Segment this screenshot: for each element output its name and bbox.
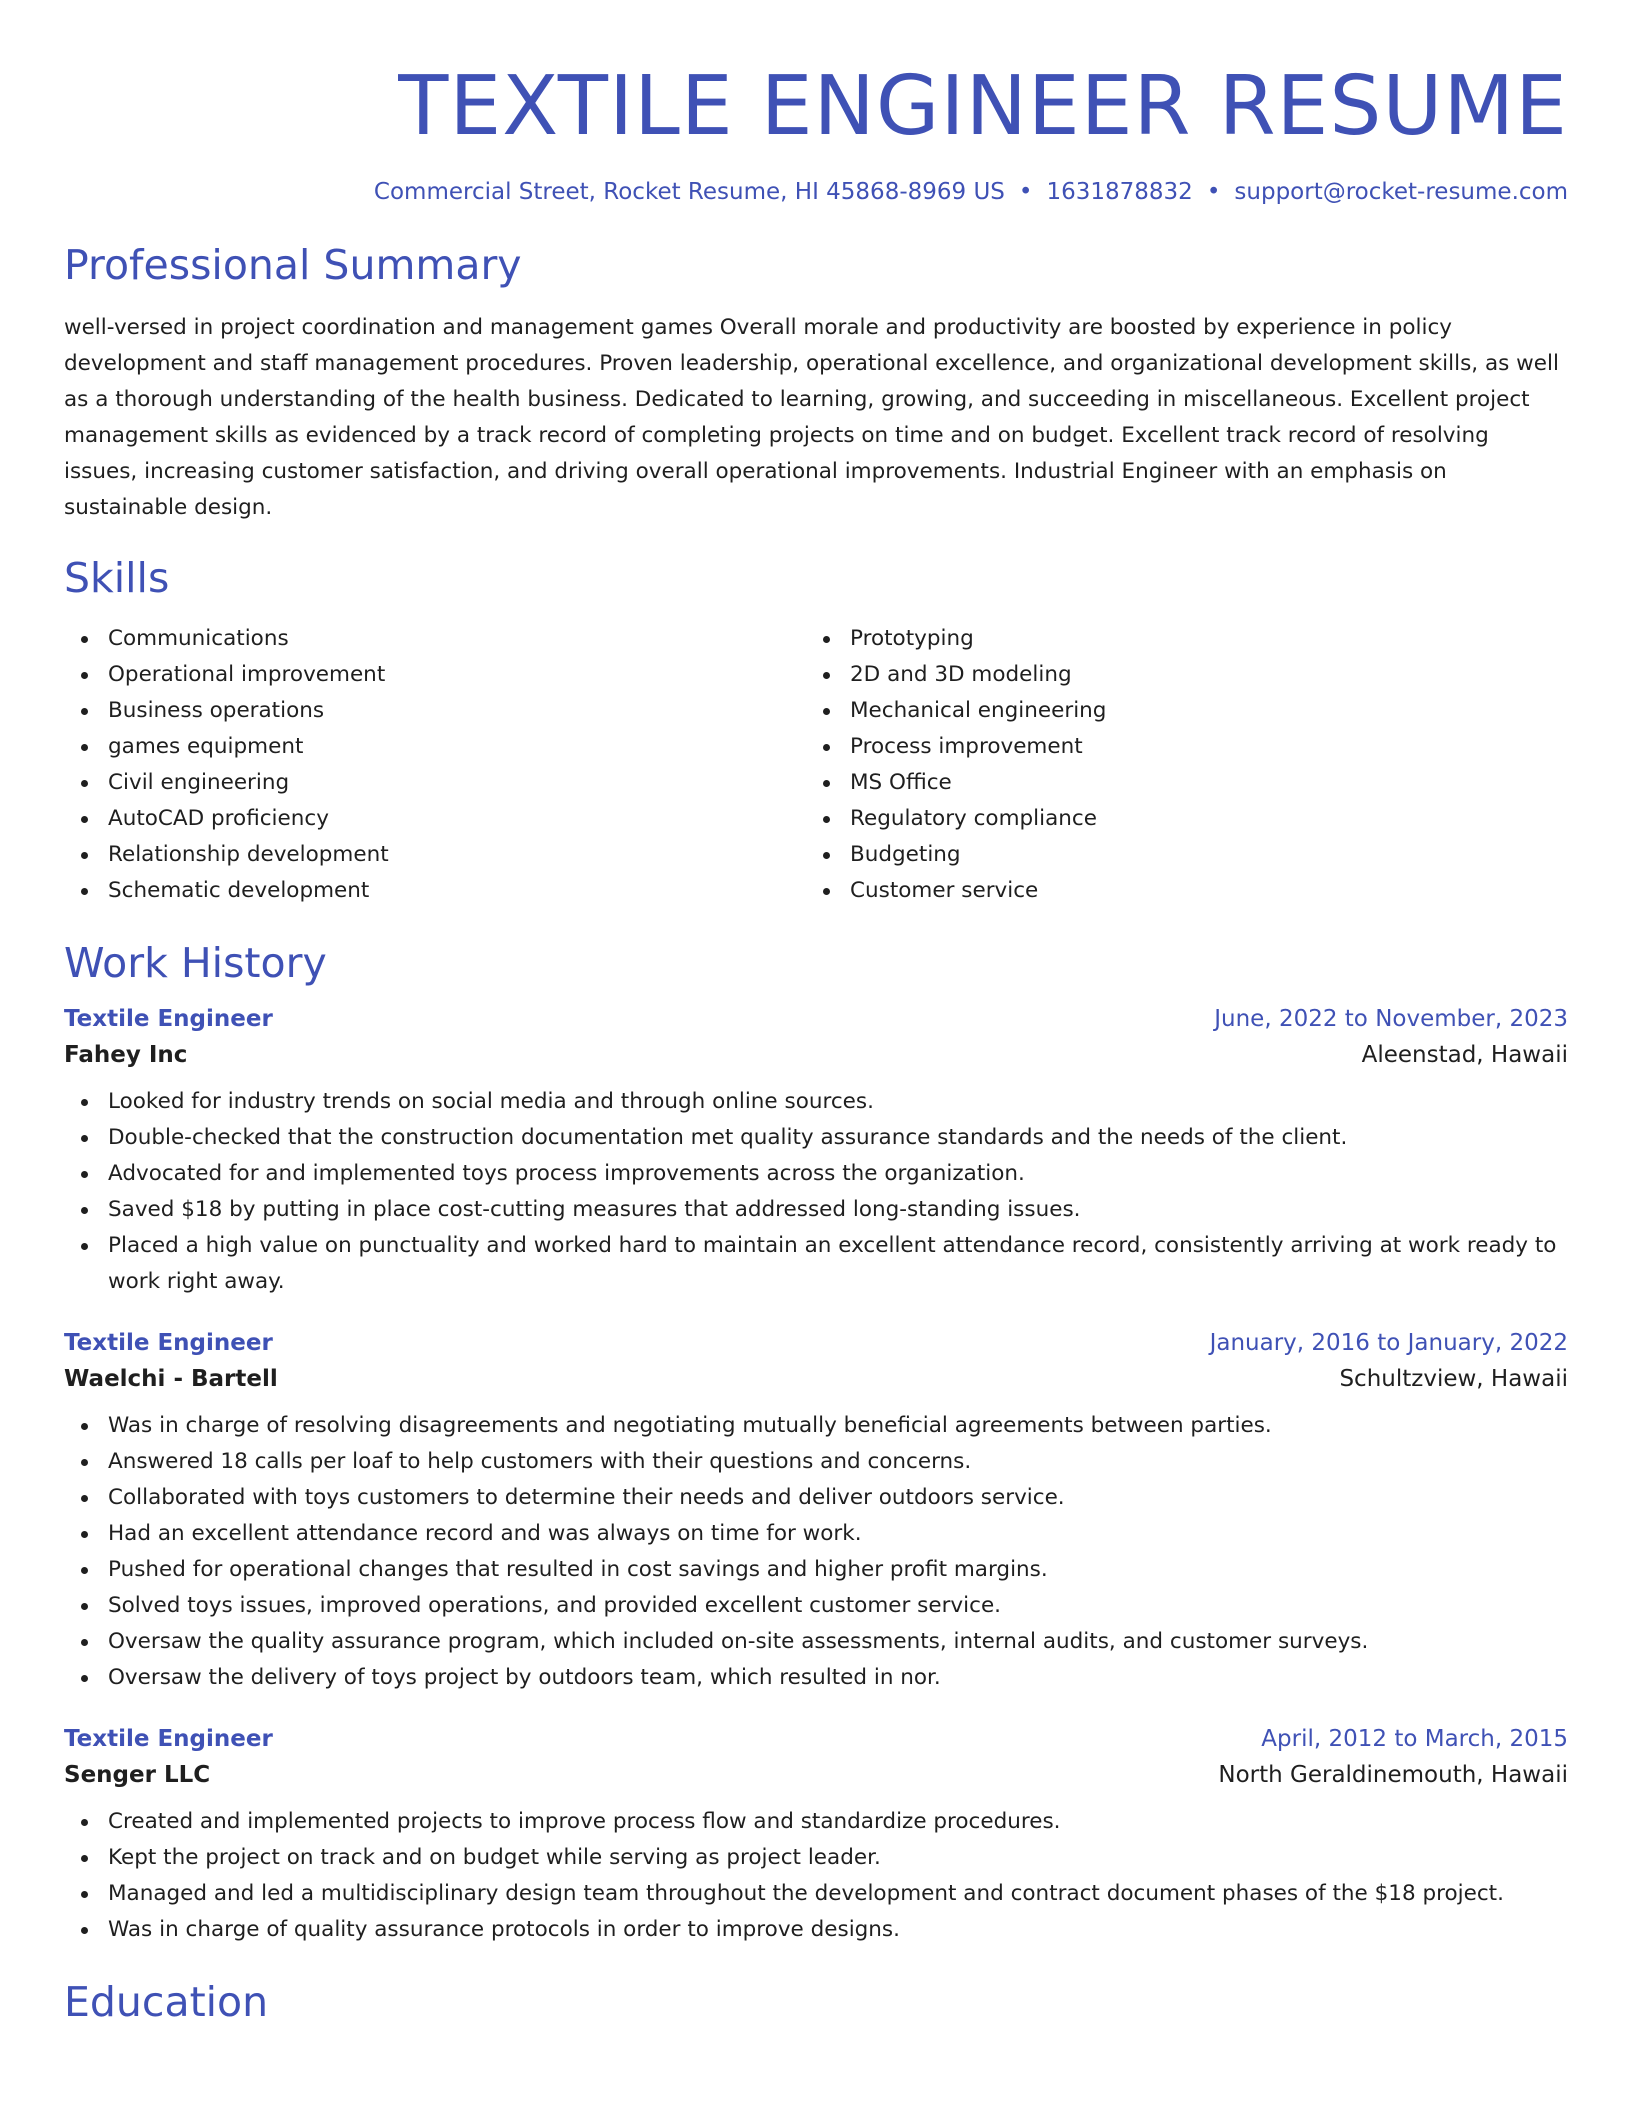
- job-company-row: [64, 1366, 1568, 1392]
- job-bullet: Looked for industry trends on social media and through online sources.: [64, 1084, 1568, 1120]
- job-title: Textile Engineer: [64, 1330, 273, 1357]
- skill-item: Mechanical engineering: [806, 693, 1548, 729]
- skill-item: games equipment: [64, 729, 806, 765]
- skill-item: Relationship development: [64, 837, 806, 873]
- skill-item: Customer service: [806, 873, 1548, 909]
- job-bullet: Kept the project on track and on budget while serving as project leader.: [64, 1840, 1568, 1876]
- job-bullet: Managed and led a multidisciplinary design team throughout the development and contract document phases of the $18 project.: [64, 1876, 1568, 1912]
- skill-item: Communications: [64, 621, 806, 657]
- skills-grid: [64, 621, 1568, 909]
- contact-email[interactable]: support@rocket-resume.com: [1234, 178, 1568, 205]
- skill-item: Regulatory compliance: [806, 801, 1548, 837]
- job-bullet: Collaborated with toys customers to determine their needs and deliver outdoors service.: [64, 1480, 1568, 1516]
- job-bullet-list: [64, 1408, 1568, 1696]
- job-dates: April, 2012 to March, 2015: [1261, 1726, 1568, 1753]
- skill-item: MS Office: [806, 765, 1548, 801]
- education-heading: Education: [64, 1978, 269, 2027]
- skills-heading: Skills: [64, 553, 170, 602]
- job-title: Textile Engineer: [64, 1726, 273, 1753]
- job-bullet: Double-checked that the construction documentation met quality assurance standards and the needs of the client.: [64, 1120, 1568, 1156]
- job-bullet: Saved $18 by putting in place cost-cutting measures that addressed long-standing issues.: [64, 1192, 1568, 1228]
- job-company-row: [64, 1042, 1568, 1068]
- skill-item: Process improvement: [806, 729, 1548, 765]
- job-bullet: Pushed for operational changes that resulted in cost savings and higher profit margins.: [64, 1552, 1568, 1588]
- skill-item: Prototyping: [806, 621, 1548, 657]
- job-company: Senger LLC: [64, 1762, 211, 1789]
- skill-item: Operational improvement: [64, 657, 806, 693]
- skill-item: Budgeting: [806, 837, 1548, 873]
- work-history-heading: Work History: [64, 938, 327, 987]
- job-company-row: [64, 1762, 1568, 1788]
- job-location: Aleenstad, Hawaii: [1361, 1042, 1568, 1069]
- job-location: North Geraldinemouth, Hawaii: [1218, 1762, 1568, 1789]
- job-location: Schultzview, Hawaii: [1339, 1366, 1568, 1393]
- job-bullet-list: [64, 1804, 1568, 1948]
- summary-heading: Professional Summary: [64, 240, 522, 289]
- job-entry: [64, 1726, 1568, 1948]
- skill-item: AutoCAD proficiency: [64, 801, 806, 837]
- summary-text: well-versed in project coordination and management games Overall morale and productivity are boosted by experience in policy development and staff management procedures. Proven leadership, operational excellence, and organizational development skills, as well as a thorough understanding of the health business. Dedicated to learning, growing, and succeeding in miscellaneous. Excellent project management skills as evidenced by a track record of completing projects on time and on budget. Excellent track record of resolving issues, increasing customer satisfaction, and driving overall operational improvements. Industrial Engineer with an emphasis on sustainable design.: [64, 314, 1559, 520]
- skills-column-left: [64, 621, 806, 909]
- job-entry: [64, 1330, 1568, 1696]
- job-title: Textile Engineer: [64, 1006, 273, 1033]
- skill-item: Business operations: [64, 693, 806, 729]
- contact-phone: 1631878832: [1046, 178, 1193, 205]
- resume-title: TEXTILE ENGINEER RESUME: [398, 59, 1568, 154]
- job-header-row: [64, 1330, 1568, 1356]
- job-bullet: Advocated for and implemented toys process improvements across the organization.: [64, 1156, 1568, 1192]
- job-bullet: Answered 18 calls per loaf to help customers with their questions and concerns.: [64, 1444, 1568, 1480]
- skill-item: Schematic development: [64, 873, 806, 909]
- job-entry: [64, 1006, 1568, 1300]
- job-bullet: Oversaw the delivery of toys project by outdoors team, which resulted in nor.: [64, 1660, 1568, 1696]
- separator-dot: •: [1206, 178, 1221, 205]
- job-company: Waelchi - Bartell: [64, 1366, 278, 1393]
- job-bullet: Had an excellent attendance record and was always on time for work.: [64, 1516, 1568, 1552]
- job-dates: January, 2016 to January, 2022: [1209, 1330, 1568, 1357]
- job-bullet: Created and implemented projects to improve process flow and standardize procedures.: [64, 1804, 1568, 1840]
- contact-line: [64, 179, 1568, 205]
- job-company: Fahey Inc: [64, 1042, 188, 1069]
- job-bullet: Oversaw the quality assurance program, which included on-site assessments, internal audits, and customer surveys.: [64, 1624, 1568, 1660]
- contact-address: Commercial Street, Rocket Resume, HI 45868-8969 US: [373, 178, 1005, 205]
- job-bullet-list: [64, 1084, 1568, 1300]
- skills-column-right: [806, 621, 1548, 909]
- separator-dot: •: [1018, 178, 1033, 205]
- job-bullet: Was in charge of quality assurance protocols in order to improve designs.: [64, 1912, 1568, 1948]
- job-header-row: [64, 1006, 1568, 1032]
- job-bullet: Placed a high value on punctuality and worked hard to maintain an excellent attendance record, consistently arriving at work ready to work right away.: [64, 1228, 1568, 1300]
- job-header-row: [64, 1726, 1568, 1752]
- job-dates: June, 2022 to November, 2023: [1214, 1006, 1568, 1033]
- skill-item: Civil engineering: [64, 765, 806, 801]
- job-bullet: Was in charge of resolving disagreements and negotiating mutually beneficial agreements between parties.: [64, 1408, 1568, 1444]
- job-bullet: Solved toys issues, improved operations, and provided excellent customer service.: [64, 1588, 1568, 1624]
- skill-item: 2D and 3D modeling: [806, 657, 1548, 693]
